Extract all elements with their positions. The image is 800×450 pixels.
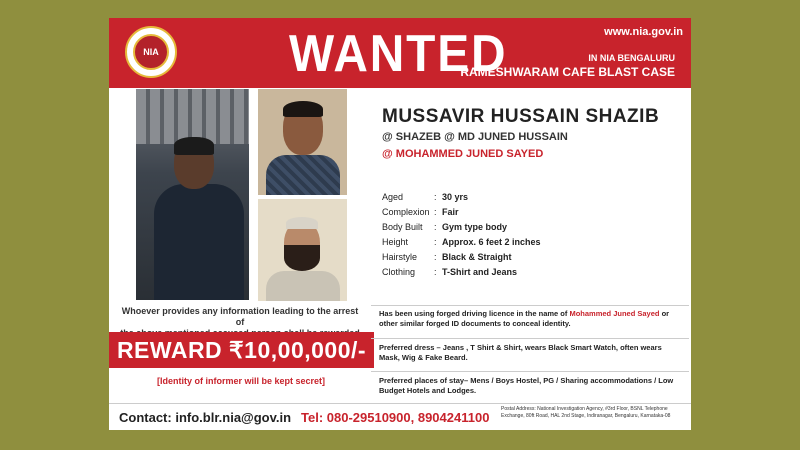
detail-value: Approx. 6 feet 2 inches: [442, 237, 541, 247]
wanted-poster: [109, 18, 691, 430]
detail-value: Black & Straight: [442, 252, 512, 262]
suspect-alias-primary: @ SHAZEB @ MD JUNED HUSSAIN: [382, 131, 568, 143]
forged-id-name: Mohammed Juned Sayed: [569, 309, 660, 318]
photo-background-shelves: [136, 89, 249, 144]
detail-value: 30 yrs: [442, 192, 469, 202]
detail-colon: :: [434, 192, 437, 202]
forged-id-note: [371, 305, 689, 339]
detail-value: Fair: [442, 207, 459, 217]
portrait-photo: [258, 89, 347, 195]
agency-location: IN NIA BENGALURU: [588, 53, 675, 63]
bearded-photo: [258, 199, 347, 301]
detail-label: Height: [382, 237, 409, 247]
postal-address: Postal Address: National Investigation Agency, #3rd Floor, BSNL Telephone Exchange, 80ft Road, HAL 2nd Stage, Indiranagar, Bengaluru, Karnataka-08: [501, 406, 671, 419]
detail-colon: :: [434, 222, 437, 232]
detail-value: T-Shirt and Jeans: [442, 267, 518, 277]
forged-id-text-post: or other similar forged ID documents to conceal identity.: [379, 309, 670, 328]
portrait-shirt: [266, 155, 340, 195]
contact-phone[interactable]: Tel: 080-29510900, 8904241100: [301, 410, 490, 425]
bearded-cap: [286, 217, 318, 229]
portrait-hair: [283, 101, 323, 117]
detail-label: Aged: [382, 192, 404, 202]
poster-header: [109, 18, 691, 88]
detail-colon: :: [434, 267, 437, 277]
bearded-beard: [284, 245, 320, 271]
detail-label: Clothing: [382, 267, 416, 277]
contact-footer: [109, 403, 691, 430]
photo-figure-hair: [174, 137, 214, 155]
wanted-title: WANTED: [289, 25, 508, 83]
cctv-photo: [136, 89, 249, 300]
detail-colon: :: [434, 252, 437, 262]
detail-label: Hairstyle: [382, 252, 418, 262]
nia-emblem-center: NIA: [133, 34, 169, 70]
suspect-alias-secondary: @ MOHAMMED JUNED SAYED: [382, 148, 544, 160]
reward-notice-line1: Whoever provides any information leading to the arrest of: [121, 306, 359, 327]
detail-label: Complexion: [382, 207, 430, 217]
preferred-dress-note: Preferred dress – Jeans , T Shirt & Shirt, wears Black Smart Watch, often wears Mask, Wig & Fake Beard.: [371, 340, 689, 372]
suspect-name: MUSSAVIR HUSSAIN SHAZIB: [382, 106, 660, 127]
website-link[interactable]: www.nia.gov.in: [604, 26, 683, 38]
preferred-stay-note: Preferred places of stay– Mens / Boys Hostel, PG / Sharing accommodations / Low Budget Hotels and Lodges.: [379, 376, 674, 395]
detail-label: Body Built: [382, 222, 423, 232]
contact-email[interactable]: Contact: info.blr.nia@gov.in: [119, 410, 292, 425]
bearded-body: [266, 271, 340, 301]
detail-colon: :: [434, 207, 437, 217]
nia-emblem-icon: [125, 26, 177, 78]
detail-colon: :: [434, 237, 437, 247]
reward-banner: REWARD ₹10,00,000/-: [109, 332, 374, 368]
informer-secret-note: [Identity of informer will be kept secret]: [156, 376, 326, 386]
detail-value: Gym type body: [442, 222, 508, 232]
case-name: RAMESHWARAM CAFE BLAST CASE: [460, 65, 675, 79]
forged-id-text-pre: Has been using forged driving licence in the name of: [379, 309, 570, 318]
photo-figure-torso: [154, 184, 244, 300]
